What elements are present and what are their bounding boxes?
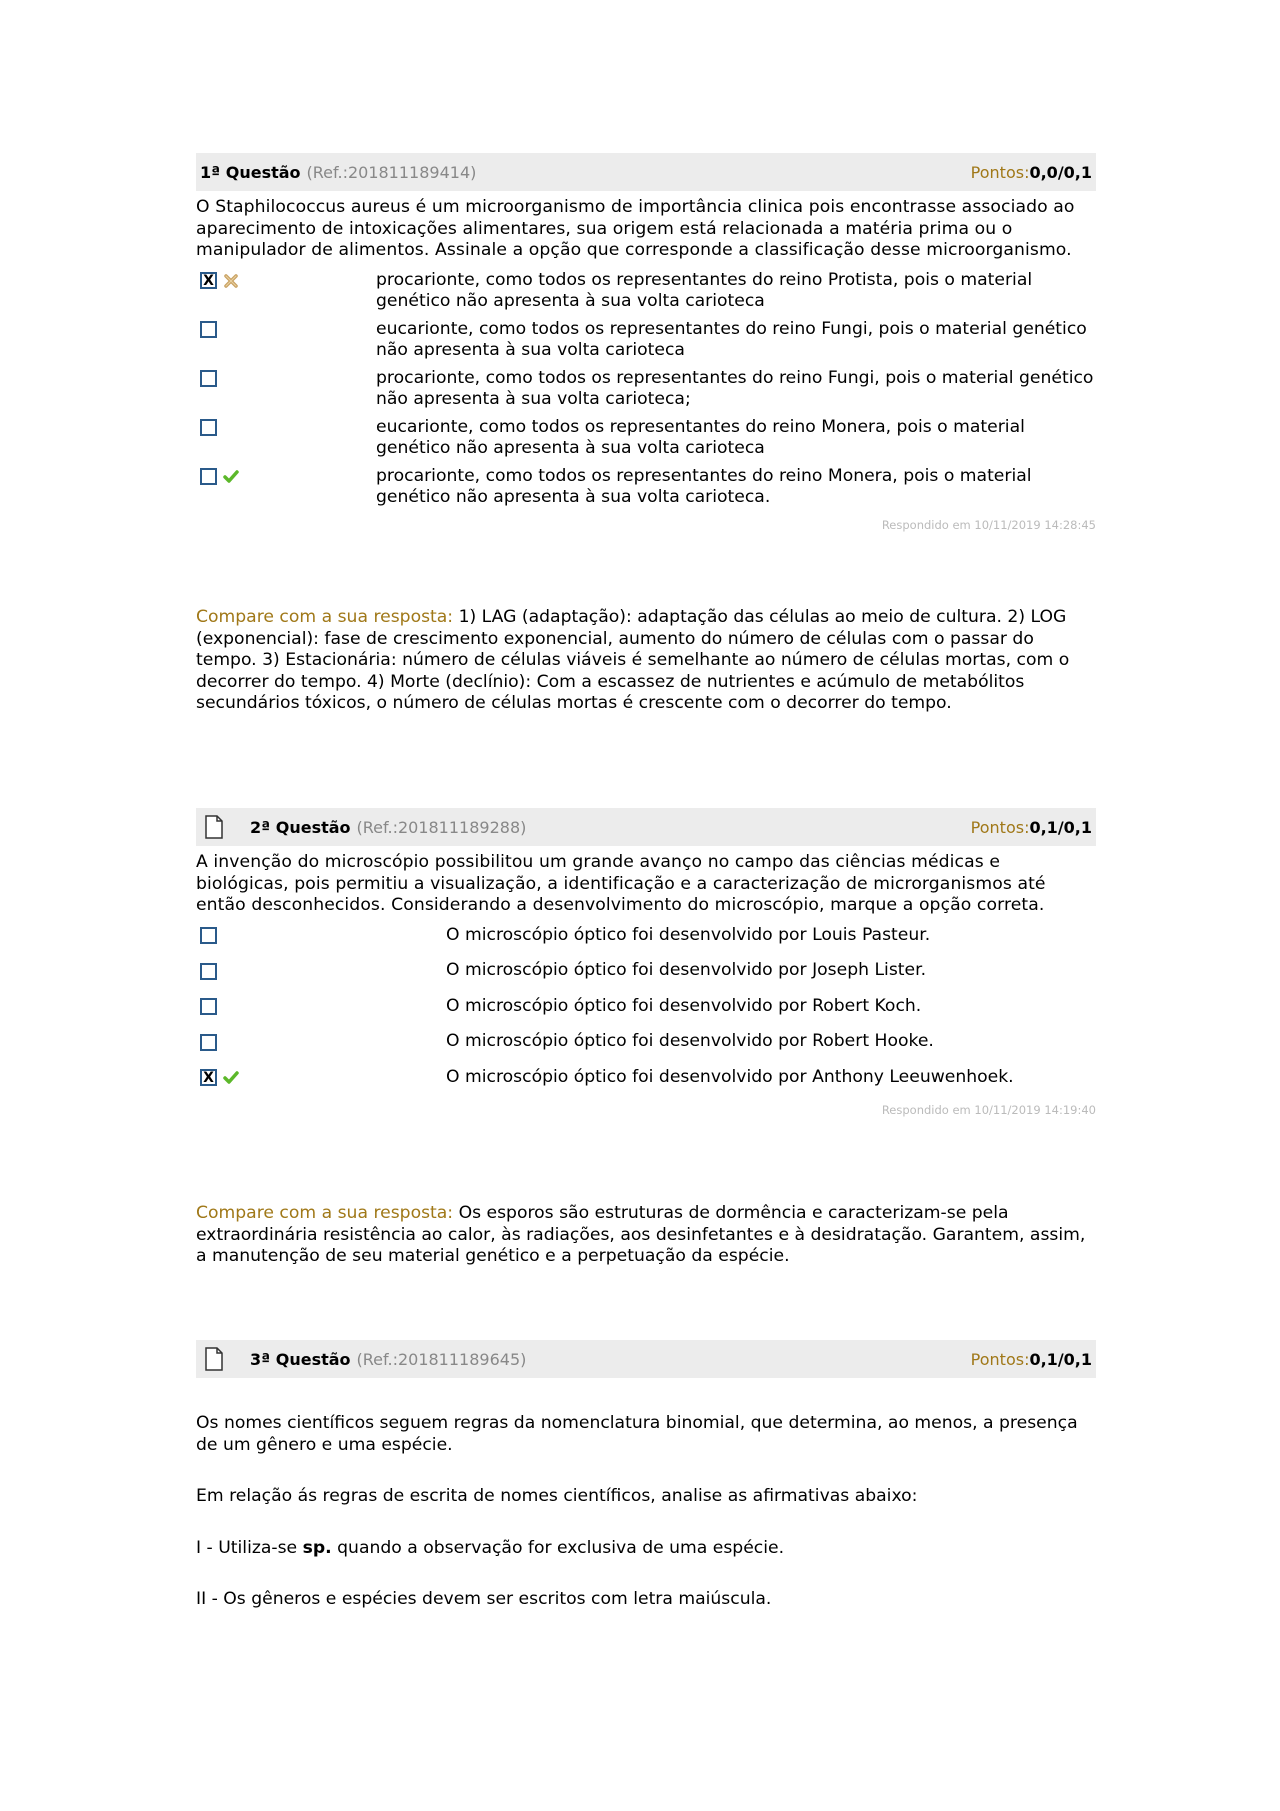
option-row — [196, 1067, 1096, 1097]
option-checkbox[interactable] — [200, 321, 217, 338]
option-text: O microscópio óptico foi desenvolvido por Joseph Lister. — [446, 960, 927, 980]
item-text: I - Utiliza-se — [196, 1537, 303, 1558]
correct-icon — [223, 470, 239, 484]
option-row — [196, 996, 1096, 1032]
document-icon — [204, 815, 224, 839]
option-row — [196, 960, 1096, 996]
option-row — [196, 466, 1096, 512]
option-row — [196, 368, 1096, 417]
compare-answer — [196, 1203, 1096, 1268]
document-icon — [204, 1347, 224, 1371]
option-checkbox[interactable]: X — [200, 1069, 217, 1086]
item-text: quando a observação for exclusiva de uma espécie. — [331, 1537, 785, 1558]
question-number: 1ª Questão — [200, 162, 301, 182]
points-label: Pontos: — [970, 1349, 1030, 1369]
compare-answer — [196, 607, 1096, 715]
option-text: eucarionte, como todos os representantes do reino Monera, pois o material genético não apresenta à sua volta carioteca — [376, 416, 1025, 458]
option-checkbox[interactable] — [200, 468, 217, 485]
question-header — [196, 1340, 1096, 1378]
option-text: O microscópio óptico foi desenvolvido por Anthony Leeuwenhoek. — [446, 1066, 1014, 1087]
answered-timestamp: Respondido em 10/11/2019 14:19:40 — [881, 1102, 1096, 1117]
compare-text: Os esporos são estruturas de dormência e caracterizam-se pela extraordinária resistência ao calor, às radiações, aos desinfetantes e à desidratação. Garantem, assim, a manutenção de seu material genético e a perpetuação da espécie. — [196, 1203, 1086, 1266]
option-checkbox[interactable] — [200, 419, 217, 436]
option-checkbox[interactable]: X — [200, 272, 217, 289]
question-header — [196, 153, 1096, 191]
option-text: procarionte, como todos os representantes do reino Protista, pois o material genético não apresenta à sua volta carioteca — [376, 269, 1033, 311]
item-emphasis: sp. — [302, 1537, 332, 1558]
question-1 — [196, 153, 1096, 532]
points-label: Pontos: — [970, 162, 1030, 182]
correct-icon — [223, 1071, 239, 1085]
options-list — [196, 925, 1096, 1097]
points-value: 0,1/0,1 — [1029, 1349, 1092, 1369]
statement-item-2: II - Os gêneros e espécies devem ser escritos com letra maiúscula. — [196, 1589, 772, 1609]
question-number: 3ª Questão — [250, 1349, 351, 1369]
option-checkbox[interactable] — [200, 1034, 217, 1051]
question-ref: (Ref.:201811189645) — [356, 1349, 527, 1369]
statement-item-1 — [196, 1538, 1096, 1560]
option-row — [196, 270, 1096, 319]
question-ref: (Ref.:201811189288) — [356, 817, 527, 837]
compare-label: Compare com a sua resposta: — [196, 1203, 454, 1223]
compare-label: Compare com a sua resposta: — [196, 607, 454, 627]
wrong-icon — [223, 273, 239, 289]
option-row — [196, 925, 1096, 961]
question-statement: O Staphilococcus aureus é um microorganismo de importância clinica pois encontrasse associado ao aparecimento de intoxicações alimentares, sua origem está relacionada a matéria prima ou o manipulador de alimentos. Assinale a opção que corresponde a classificação desse microorganismo. — [196, 197, 1075, 260]
option-text: O microscópio óptico foi desenvolvido por Robert Koch. — [446, 995, 922, 1016]
option-checkbox[interactable] — [200, 927, 217, 944]
option-row — [196, 1031, 1096, 1067]
option-row — [196, 319, 1096, 368]
question-paragraph: Em relação ás regras de escrita de nomes científicos, analise as afirmativas abaixo: — [196, 1486, 918, 1506]
points-label: Pontos: — [970, 817, 1030, 837]
option-text: O microscópio óptico foi desenvolvido por Louis Pasteur. — [446, 924, 931, 945]
option-checkbox[interactable] — [200, 998, 217, 1015]
points-value: 0,1/0,1 — [1029, 817, 1092, 837]
option-text: O microscópio óptico foi desenvolvido por Robert Hooke. — [446, 1031, 934, 1051]
options-list — [196, 270, 1096, 512]
points-value: 0,0/0,1 — [1029, 162, 1092, 182]
question-header — [196, 808, 1096, 846]
option-text: procarionte, como todos os representantes do reino Monera, pois o material genético não apresenta à sua volta carioteca. — [376, 465, 1032, 507]
question-ref: (Ref.:201811189414) — [306, 162, 477, 182]
compare-text: 1) LAG (adaptação): adaptação das células ao meio de cultura. 2) LOG (exponencial): fase de crescimento exponencial, aumento do número de células com o passar do tempo. 3) Estacionária: número de células viáveis é semelhante ao número de células mortas, com o decorrer do tempo. 4) Morte (declínio): Com a escassez de nutrientes e acúmulo de metabólitos secundários tóxicos, o número de células mortas é crescente com o decorrer do tempo. — [196, 607, 1070, 713]
question-2 — [196, 808, 1096, 1117]
option-checkbox[interactable] — [200, 963, 217, 980]
option-checkbox[interactable] — [200, 370, 217, 387]
option-row — [196, 417, 1096, 466]
option-text: procarionte, como todos os representantes do reino Fungi, pois o material genético não apresenta à sua volta carioteca; — [376, 367, 1094, 409]
question-3 — [196, 1340, 1096, 1611]
question-number: 2ª Questão — [250, 817, 351, 837]
answered-timestamp: Respondido em 10/11/2019 14:28:45 — [881, 517, 1096, 532]
question-paragraph: Os nomes científicos seguem regras da nomenclatura binomial, que determina, ao menos, a presença de um gênero e uma espécie. — [196, 1413, 1078, 1455]
option-text: eucarionte, como todos os representantes do reino Fungi, pois o material genético não apresenta à sua volta carioteca — [376, 318, 1087, 360]
question-statement: A invenção do microscópio possibilitou um grande avanço no campo das ciências médicas e biológicas, pois permitiu a visualização, a identificação e a caracterização de microrganismos até então desconhecidos. Considerando a desenvolvimento do microscópio, marque a opção correta. — [196, 852, 1046, 915]
